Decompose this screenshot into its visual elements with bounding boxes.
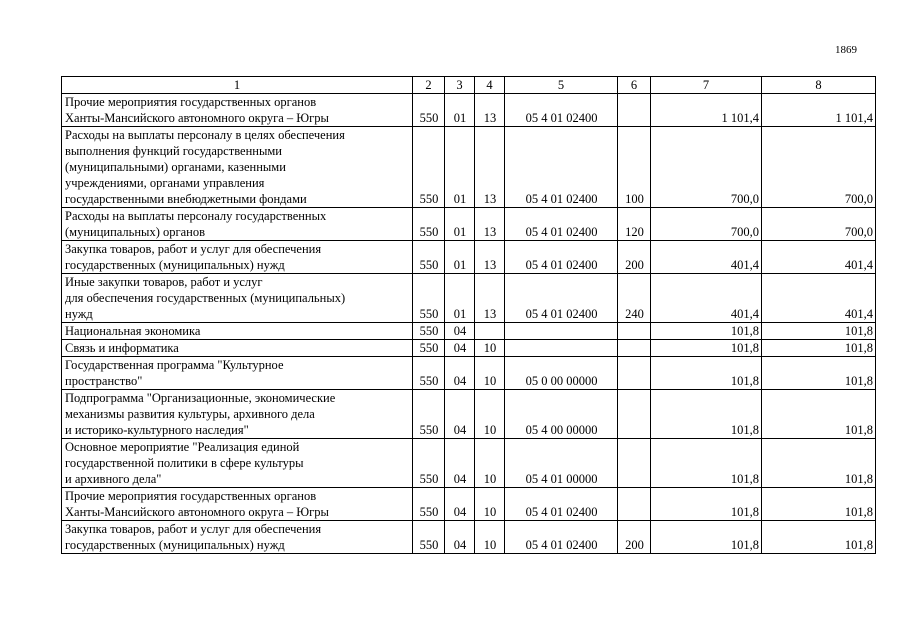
item-name-cell — [62, 521, 413, 554]
item-name-line: (муниципальными) органами, казенными — [65, 160, 286, 174]
amount-cell-8: 101,8 — [762, 390, 876, 439]
expense-type-cell — [618, 488, 651, 521]
item-name-cell — [62, 208, 413, 241]
item-name-line: Иные закупки товаров, работ и услуг — [65, 275, 263, 289]
target-article-cell: 05 0 00 00000 — [505, 357, 618, 390]
amount-cell-7: 101,8 — [651, 439, 762, 488]
item-name-cell — [62, 488, 413, 521]
item-name-line: Национальная экономика — [65, 324, 201, 338]
chapter-code-cell: 01 — [445, 241, 475, 274]
item-name-line: Закупка товаров, работ и услуг для обеспечения — [65, 242, 322, 256]
item-name-line: Расходы на выплаты персоналу государственных — [65, 209, 327, 223]
amount-cell-8: 101,8 — [762, 323, 876, 340]
section-code-cell: 550 — [413, 521, 445, 554]
expense-type-cell — [618, 323, 651, 340]
table-row — [62, 323, 876, 340]
section-code-cell: 550 — [413, 208, 445, 241]
item-name-line: государственными внебюджетными фондами — [65, 192, 307, 206]
section-code-cell: 550 — [413, 357, 445, 390]
chapter-code-cell: 01 — [445, 127, 475, 208]
target-article-cell: 05 4 01 02400 — [505, 208, 618, 241]
target-article-cell — [505, 340, 618, 357]
item-name-line: Расходы на выплаты персоналу в целях обеспечения — [65, 128, 345, 142]
expense-type-cell: 200 — [618, 241, 651, 274]
table-row — [62, 241, 876, 274]
item-name-cell — [62, 340, 413, 357]
section-code-cell: 550 — [413, 94, 445, 127]
item-name-line: и историко-культурного наследия" — [65, 423, 249, 437]
header-cell-1: 1 — [62, 77, 413, 94]
section-code-cell: 550 — [413, 340, 445, 357]
chapter-code-cell: 04 — [445, 488, 475, 521]
item-name-line: Государственная программа "Культурное — [65, 358, 284, 372]
item-name-cell — [62, 241, 413, 274]
item-name-line: Закупка товаров, работ и услуг для обеспечения — [65, 522, 322, 536]
amount-cell-8: 1 101,4 — [762, 94, 876, 127]
target-article-cell: 05 4 01 02400 — [505, 274, 618, 323]
item-name-line: и архивного дела" — [65, 472, 162, 486]
table-row — [62, 94, 876, 127]
section-code-cell: 550 — [413, 241, 445, 274]
amount-cell-8: 101,8 — [762, 439, 876, 488]
table-row — [62, 439, 876, 488]
item-name-line: Основное мероприятие "Реализация единой — [65, 440, 300, 454]
amount-cell-8: 101,8 — [762, 340, 876, 357]
expense-type-cell — [618, 439, 651, 488]
item-name-line: нужд — [65, 307, 93, 321]
amount-cell-7: 101,8 — [651, 521, 762, 554]
item-name-line: для обеспечения государственных (муниципальных) — [65, 291, 346, 305]
amount-cell-7: 101,8 — [651, 390, 762, 439]
amount-cell-7: 101,8 — [651, 357, 762, 390]
target-article-cell: 05 4 01 02400 — [505, 127, 618, 208]
item-name-cell — [62, 357, 413, 390]
subchapter-code-cell: 10 — [475, 488, 505, 521]
header-cell-4: 4 — [475, 77, 505, 94]
amount-cell-8: 101,8 — [762, 488, 876, 521]
item-name-line: механизмы развития культуры, архивного дела — [65, 407, 315, 421]
table-row — [62, 488, 876, 521]
amount-cell-7: 101,8 — [651, 323, 762, 340]
subchapter-code-cell: 10 — [475, 357, 505, 390]
amount-cell-8: 101,8 — [762, 521, 876, 554]
subchapter-code-cell: 13 — [475, 241, 505, 274]
item-name-cell — [62, 127, 413, 208]
chapter-code-cell: 04 — [445, 390, 475, 439]
target-article-cell: 05 4 01 02400 — [505, 521, 618, 554]
amount-cell-8: 700,0 — [762, 127, 876, 208]
item-name-line: Подпрограмма "Организационные, экономические — [65, 391, 336, 405]
item-name-cell — [62, 323, 413, 340]
section-code-cell: 550 — [413, 390, 445, 439]
table-row — [62, 521, 876, 554]
target-article-cell: 05 4 01 00000 — [505, 439, 618, 488]
header-cell-8: 8 — [762, 77, 876, 94]
item-name-line: Связь и информатика — [65, 341, 179, 355]
amount-cell-7: 1 101,4 — [651, 94, 762, 127]
item-name-cell — [62, 94, 413, 127]
chapter-code-cell: 01 — [445, 274, 475, 323]
target-article-cell: 05 4 01 02400 — [505, 241, 618, 274]
subchapter-code-cell: 10 — [475, 340, 505, 357]
header-cell-3: 3 — [445, 77, 475, 94]
amount-cell-7: 700,0 — [651, 208, 762, 241]
amount-cell-8: 700,0 — [762, 208, 876, 241]
section-code-cell: 550 — [413, 488, 445, 521]
table-row — [62, 340, 876, 357]
page-number: 1869 — [835, 44, 857, 56]
table-row — [62, 274, 876, 323]
item-name-line: государственных (муниципальных) нужд — [65, 258, 285, 272]
expense-type-cell: 120 — [618, 208, 651, 241]
item-name-line: выполнения функций государственными — [65, 144, 282, 158]
amount-cell-8: 101,8 — [762, 357, 876, 390]
subchapter-code-cell: 13 — [475, 208, 505, 241]
table-row — [62, 357, 876, 390]
target-article-cell: 05 4 00 00000 — [505, 390, 618, 439]
item-name-line: Ханты-Мансийского автономного округа – Югры — [65, 111, 329, 125]
subchapter-code-cell: 10 — [475, 521, 505, 554]
target-article-cell: 05 4 01 02400 — [505, 94, 618, 127]
subchapter-code-cell: 10 — [475, 439, 505, 488]
subchapter-code-cell: 13 — [475, 94, 505, 127]
chapter-code-cell: 01 — [445, 94, 475, 127]
amount-cell-7: 700,0 — [651, 127, 762, 208]
expense-type-cell — [618, 340, 651, 357]
item-name-cell — [62, 274, 413, 323]
section-code-cell: 550 — [413, 323, 445, 340]
table-body — [62, 94, 876, 554]
subchapter-code-cell: 13 — [475, 127, 505, 208]
target-article-cell — [505, 323, 618, 340]
amount-cell-7: 101,8 — [651, 340, 762, 357]
budget-table — [61, 76, 876, 554]
chapter-code-cell: 04 — [445, 521, 475, 554]
subchapter-code-cell: 10 — [475, 390, 505, 439]
item-name-line: государственной политики в сфере культуры — [65, 456, 304, 470]
expense-type-cell — [618, 357, 651, 390]
item-name-line: Прочие мероприятия государственных органов — [65, 489, 317, 503]
expense-type-cell: 240 — [618, 274, 651, 323]
expense-type-cell: 100 — [618, 127, 651, 208]
amount-cell-7: 401,4 — [651, 274, 762, 323]
header-cell-2: 2 — [413, 77, 445, 94]
chapter-code-cell: 04 — [445, 357, 475, 390]
amount-cell-7: 401,4 — [651, 241, 762, 274]
item-name-cell — [62, 390, 413, 439]
item-name-line: (муниципальных) органов — [65, 225, 206, 239]
expense-type-cell: 200 — [618, 521, 651, 554]
item-name-line: Прочие мероприятия государственных органов — [65, 95, 317, 109]
expense-type-cell — [618, 94, 651, 127]
chapter-code-cell: 04 — [445, 340, 475, 357]
header-cell-5: 5 — [505, 77, 618, 94]
chapter-code-cell: 04 — [445, 323, 475, 340]
subchapter-code-cell — [475, 323, 505, 340]
item-name-line: государственных (муниципальных) нужд — [65, 538, 285, 552]
amount-cell-8: 401,4 — [762, 274, 876, 323]
item-name-line: Ханты-Мансийского автономного округа – Югры — [65, 505, 329, 519]
amount-cell-8: 401,4 — [762, 241, 876, 274]
section-code-cell: 550 — [413, 127, 445, 208]
item-name-line: учреждениями, органами управления — [65, 176, 265, 190]
target-article-cell: 05 4 01 02400 — [505, 488, 618, 521]
chapter-code-cell: 01 — [445, 208, 475, 241]
table-header — [62, 77, 876, 94]
header-cell-6: 6 — [618, 77, 651, 94]
header-row — [62, 77, 876, 94]
section-code-cell: 550 — [413, 274, 445, 323]
table-row — [62, 390, 876, 439]
chapter-code-cell: 04 — [445, 439, 475, 488]
header-cell-7: 7 — [651, 77, 762, 94]
item-name-cell — [62, 439, 413, 488]
section-code-cell: 550 — [413, 439, 445, 488]
expense-type-cell — [618, 390, 651, 439]
amount-cell-7: 101,8 — [651, 488, 762, 521]
table-row — [62, 127, 876, 208]
subchapter-code-cell: 13 — [475, 274, 505, 323]
item-name-line: пространство" — [65, 374, 143, 388]
table-row — [62, 208, 876, 241]
